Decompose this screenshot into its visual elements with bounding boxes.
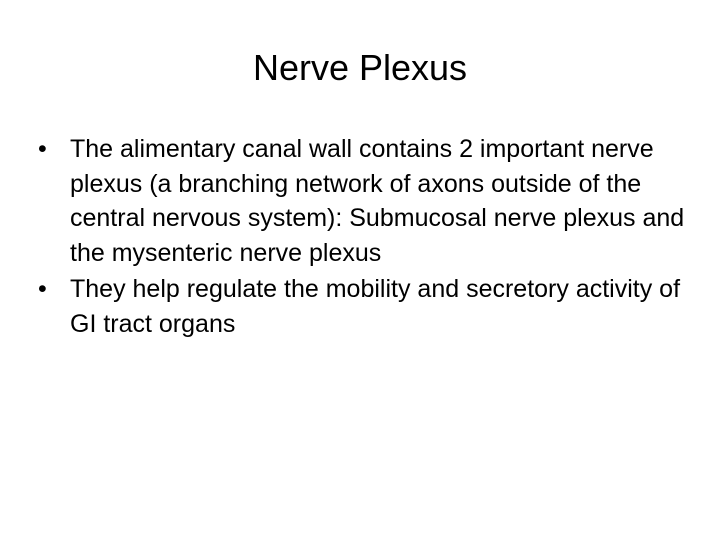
slide-title: Nerve Plexus: [252, 47, 468, 88]
bullet-marker: •: [38, 275, 47, 303]
bullet-text: The alimentary canal wall contains 2 important nerve plexus (a branching network of axons outside of the central nervous system): Submucosal nerve plexus and the mysenteric nerve plexus: [70, 135, 685, 267]
bullet-marker: •: [38, 135, 47, 163]
bullet-text: They help regulate the mobility and secretory activity of GI tract organs: [70, 275, 681, 338]
bullet-list: [36, 132, 686, 343]
bullet-item: [36, 132, 686, 270]
bullet-item: [36, 272, 686, 341]
